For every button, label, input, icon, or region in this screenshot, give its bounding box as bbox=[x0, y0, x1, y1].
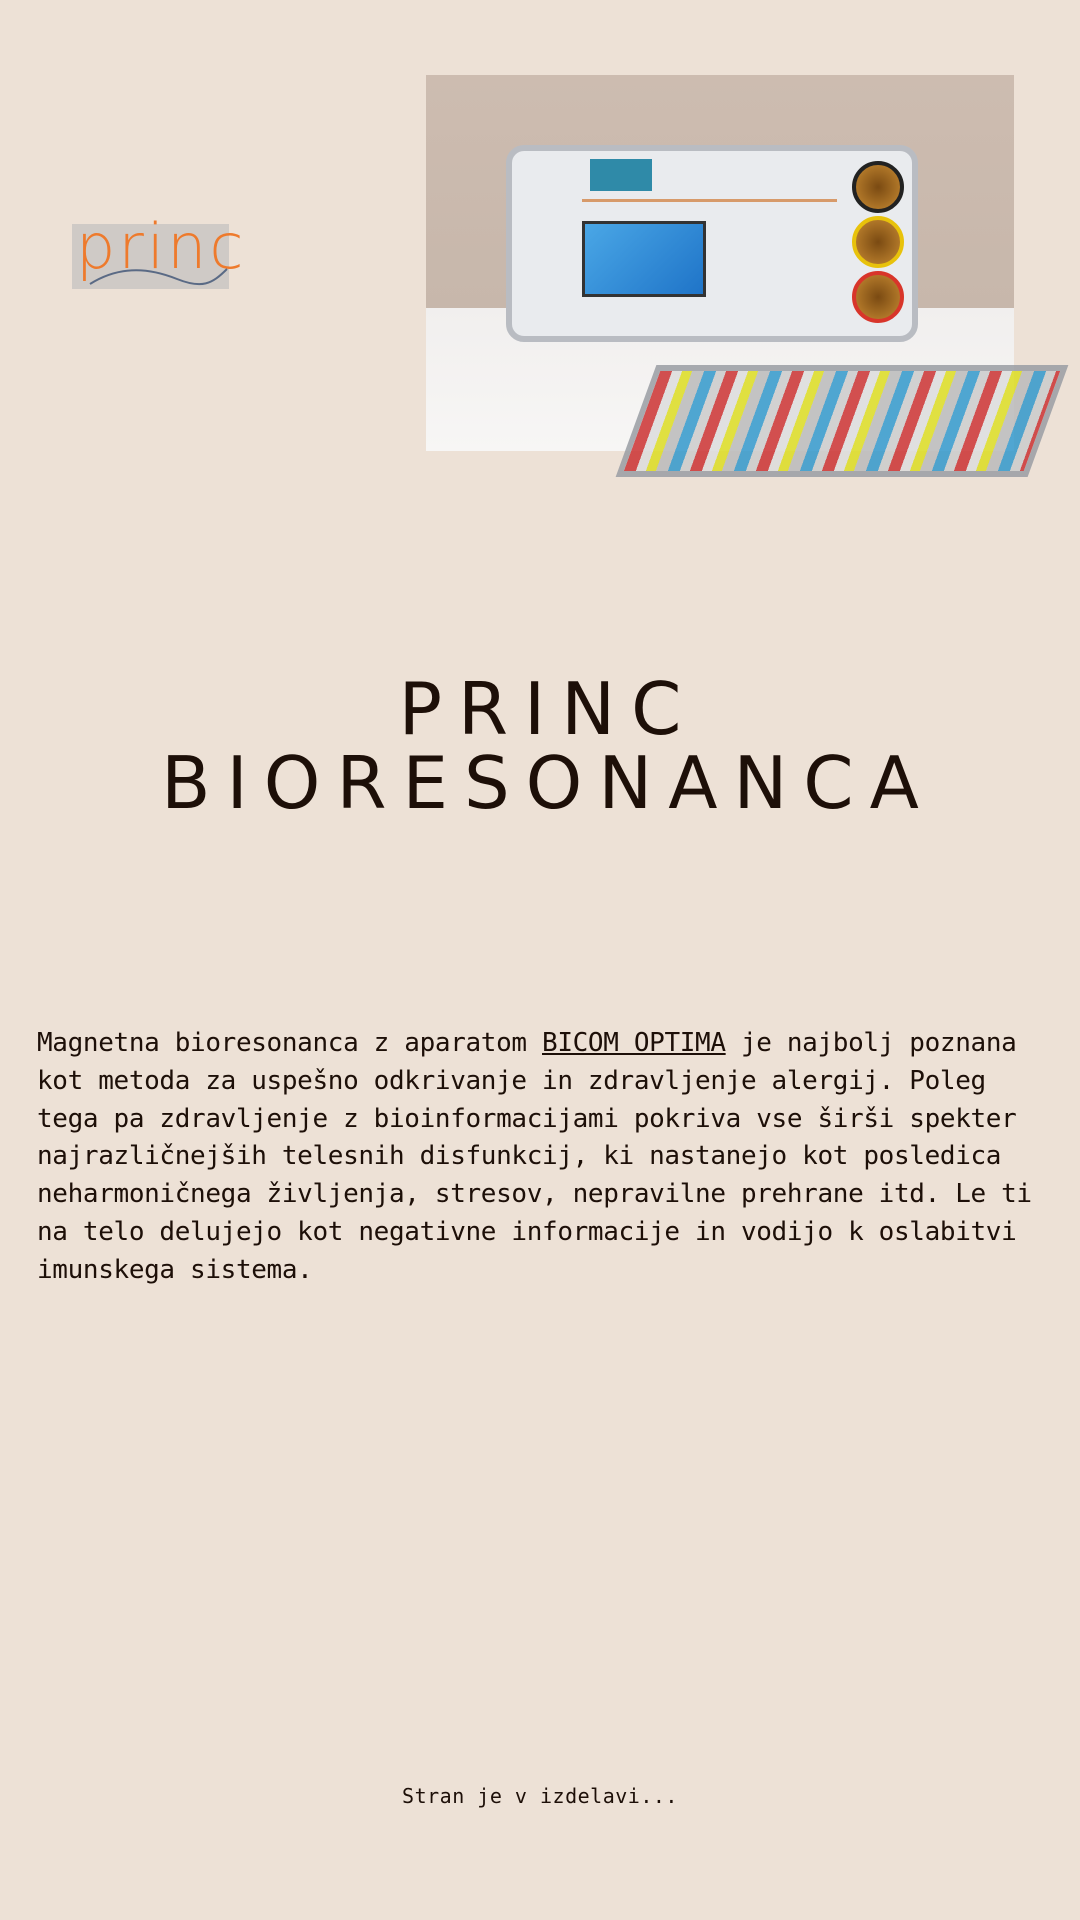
chip-tray-illustration bbox=[616, 365, 1069, 477]
page-title bbox=[0, 667, 1080, 825]
title-line-2: BIORESONANCA bbox=[161, 741, 935, 825]
logo-wave-icon bbox=[72, 224, 229, 289]
bicom-optima-link[interactable]: BICOM OPTIMA bbox=[542, 1028, 726, 1058]
intro-text-rest: je najbolj poznana kot metoda za uspešno odkrivanje in zdravljenje alergij. Poleg tega pa zdravljenje z bioinformacijami pokriva vse širši spekter najrazličnejših telesnih disfunkcij, ki nastanejo kot posledica neharmoničnega življenja, stresov, nepravilne prehrane itd. Le ti na telo delujejo kot negativne informacije in vodijo k oslabitvi imunskega sistema. bbox=[37, 1028, 1032, 1285]
intro-paragraph bbox=[37, 1025, 1057, 1290]
title-line-1: PRINC bbox=[398, 667, 698, 751]
princ-logo[interactable] bbox=[72, 210, 247, 289]
intro-text-start: Magnetna bioresonanca z aparatom bbox=[37, 1028, 543, 1058]
hero-image bbox=[426, 75, 1014, 451]
under-construction-notice: Stran je v izdelavi... bbox=[402, 1784, 678, 1808]
logo-text: princ bbox=[76, 210, 247, 283]
device-illustration bbox=[506, 145, 918, 342]
